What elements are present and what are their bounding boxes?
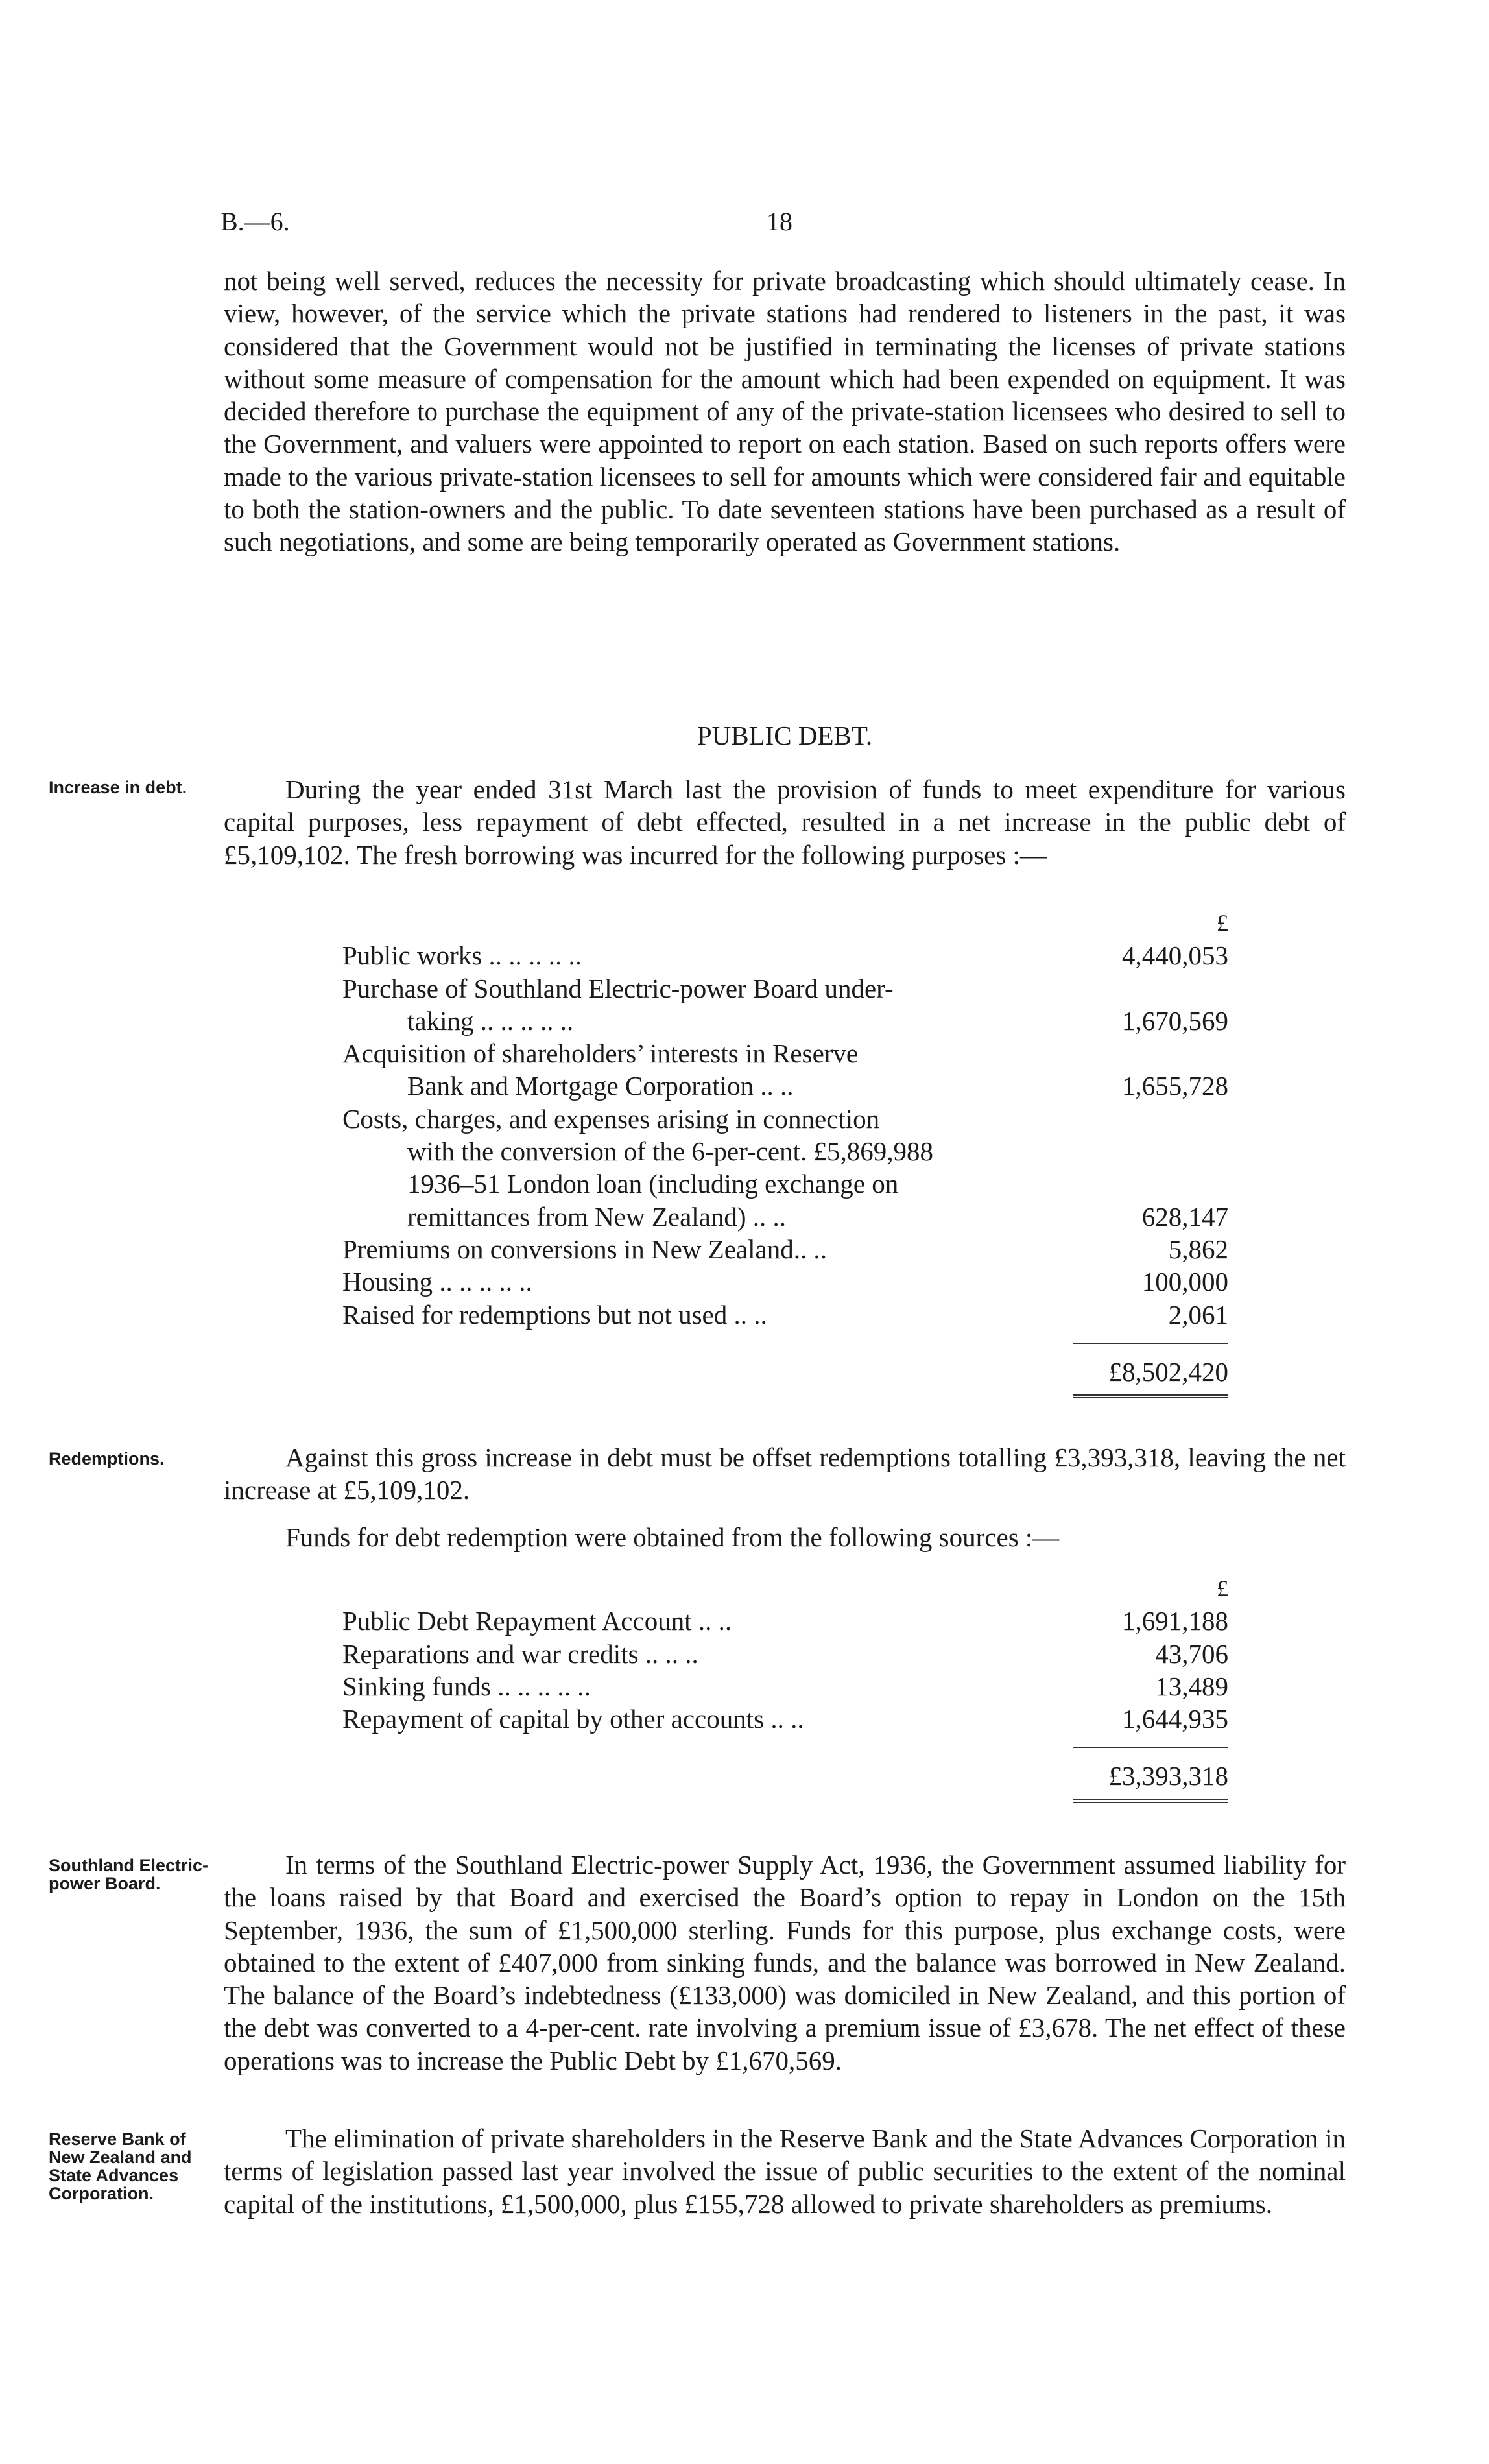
row-value: 1,691,188 — [1122, 1606, 1228, 1636]
table-row — [342, 1103, 1228, 1135]
table-row — [342, 1135, 1228, 1167]
row-label: Purchase of Southland Electric-power Board under- — [342, 973, 894, 1003]
row-label: with the conversion of the 6-per-cent. £5,869,988 — [407, 1136, 933, 1167]
redemptions-paragraph — [224, 1441, 1346, 1553]
table-row — [342, 1167, 1228, 1200]
row-value: 100,000 — [1141, 1267, 1228, 1297]
table-row — [342, 972, 1228, 1005]
section-title: PUBLIC DEBT. — [697, 721, 873, 750]
row-label: taking .. .. .. .. .. — [407, 1005, 574, 1036]
row-value: 13,489 — [1155, 1671, 1228, 1701]
row-label: Bank and Mortgage Corporation .. .. — [407, 1071, 794, 1101]
row-value: 4,440,053 — [1122, 940, 1228, 971]
row-value: 1,644,935 — [1122, 1704, 1228, 1734]
table-row — [342, 1265, 1228, 1298]
row-label: Premiums on conversions in New Zealand.. .. — [342, 1234, 827, 1264]
redemptions-paragraph-1: Against this gross increase in debt must be offset redemptions totalling £3,393,318, leaving the net increase at £5,109,102. — [224, 1442, 1346, 1505]
table-row — [342, 1298, 1228, 1331]
borrowing-table — [342, 907, 1228, 1398]
row-label: remittances from New Zealand) .. .. — [407, 1201, 787, 1232]
redemption-table — [342, 1572, 1228, 1803]
side-note-increase: Increase in debt. — [49, 778, 187, 797]
row-label: Sinking funds .. .. .. .. .. — [342, 1671, 591, 1701]
row-value: 1,655,728 — [1122, 1071, 1228, 1101]
row-label: Acquisition of shareholders’ interests in Reserve — [342, 1038, 859, 1069]
table-row — [342, 1638, 1228, 1670]
row-value: 2,061 — [1168, 1299, 1228, 1330]
document-reference: B.—6. — [220, 207, 290, 236]
total-rule — [1073, 1394, 1228, 1398]
row-label: Public Debt Repayment Account .. .. — [342, 1606, 732, 1636]
row-value: 5,862 — [1168, 1234, 1228, 1264]
table-row — [342, 1070, 1228, 1102]
row-value: 1,670,569 — [1122, 1005, 1228, 1036]
borrowing-total-row — [342, 1344, 1228, 1388]
table-row — [342, 1037, 1228, 1070]
row-label: Housing .. .. .. .. .. — [342, 1267, 532, 1297]
intro-paragraph: not being well served, reduces the necessity for private broadcasting which should ultimately cease. In view, however, of the service which the private stations had rendered to listeners in the past, it was considered that the Government would not be justified in terminating the licenses of private stations without some measure of compensation for the amount which had been expended on equipment. It was decided therefore to purchase the equipment of any of the private-station licensees who desired to sell to the Government, and valuers were appointed to report on each station. Based on such reports offers were made to the various private-station licensees to sell for amounts which were considered fair and equitable to both the station-owners and the public. To date seventeen stations have been purchased as a result of such negotiations, and some are being temporarily operated as Government stations. — [224, 266, 1346, 557]
table-row — [342, 1670, 1228, 1703]
table-row — [342, 1233, 1228, 1265]
redemption-total: £3,393,318 — [1108, 1761, 1228, 1791]
table-row — [342, 1201, 1228, 1233]
southland-paragraph: In terms of the Southland Electric-power Supply Act, 1936, the Government assumed liability for the loans raised by that Board and exercised the Board’s option to repay in London on the 15th September, 1936, the sum of £1,500,000 sterling. Funds for this purpose, plus exchange costs, were obtained to the extent of £407,000 from sinking funds, and the balance was borrowed in New Zealand. The balance of the Board’s indebtedness (£133,000) was domiciled in New Zealand, and this portion of the debt was converted to a 4-per-cent. rate involving a premium issue of £3,678. The net effect of these operations was to increase the Public Debt by £1,670,569. — [224, 1850, 1346, 2075]
redemption-total-row — [342, 1748, 1228, 1792]
side-note-redemptions: Redemptions. — [49, 1449, 165, 1468]
total-rule — [1073, 1799, 1228, 1803]
row-label: Costs, charges, and expenses arising in connection — [342, 1103, 880, 1134]
side-note-southland: Southland Electric-power Board. — [49, 1856, 209, 1893]
row-value: 43,706 — [1155, 1638, 1228, 1669]
currency-symbol: £ — [1217, 1575, 1228, 1601]
currency-symbol: £ — [1217, 910, 1228, 936]
row-label: Raised for redemptions but not used .. .. — [342, 1299, 767, 1330]
row-label: Public works .. .. .. .. .. — [342, 940, 582, 971]
table-row — [342, 939, 1228, 972]
table-row — [342, 1005, 1228, 1037]
side-note-reserve: Reserve Bank of New Zealand and State Advances Corporation. — [49, 2129, 192, 2203]
table-row — [342, 1703, 1228, 1735]
borrowing-total: £8,502,420 — [1108, 1356, 1228, 1387]
increase-paragraph: During the year ended 31st March last the provision of funds to meet expenditure for various capital purposes, less repayment of debt effected, resulted in a net increase in the public debt of £5,109,102. The fresh borrowing was incurred for the following purposes :— — [224, 774, 1346, 870]
reserve-paragraph: The elimination of private shareholders in the Reserve Bank and the State Advances Corporation in terms of legislation passed last year involved the issue of public securities to the extent of the nominal capital of the institutions, £1,500,000, plus £155,728 allowed to private shareholders as premiums. — [224, 2123, 1346, 2219]
row-value: 628,147 — [1141, 1201, 1228, 1232]
row-label: Reparations and war credits .. .. .. — [342, 1638, 698, 1669]
row-label: Repayment of capital by other accounts .. .. — [342, 1704, 804, 1734]
row-label: 1936–51 London loan (including exchange on — [407, 1169, 899, 1199]
redemptions-paragraph-2: Funds for debt redemption were obtained from the following sources :— — [285, 1522, 1060, 1552]
page-number: 18 — [767, 207, 792, 236]
table-row — [342, 1605, 1228, 1637]
